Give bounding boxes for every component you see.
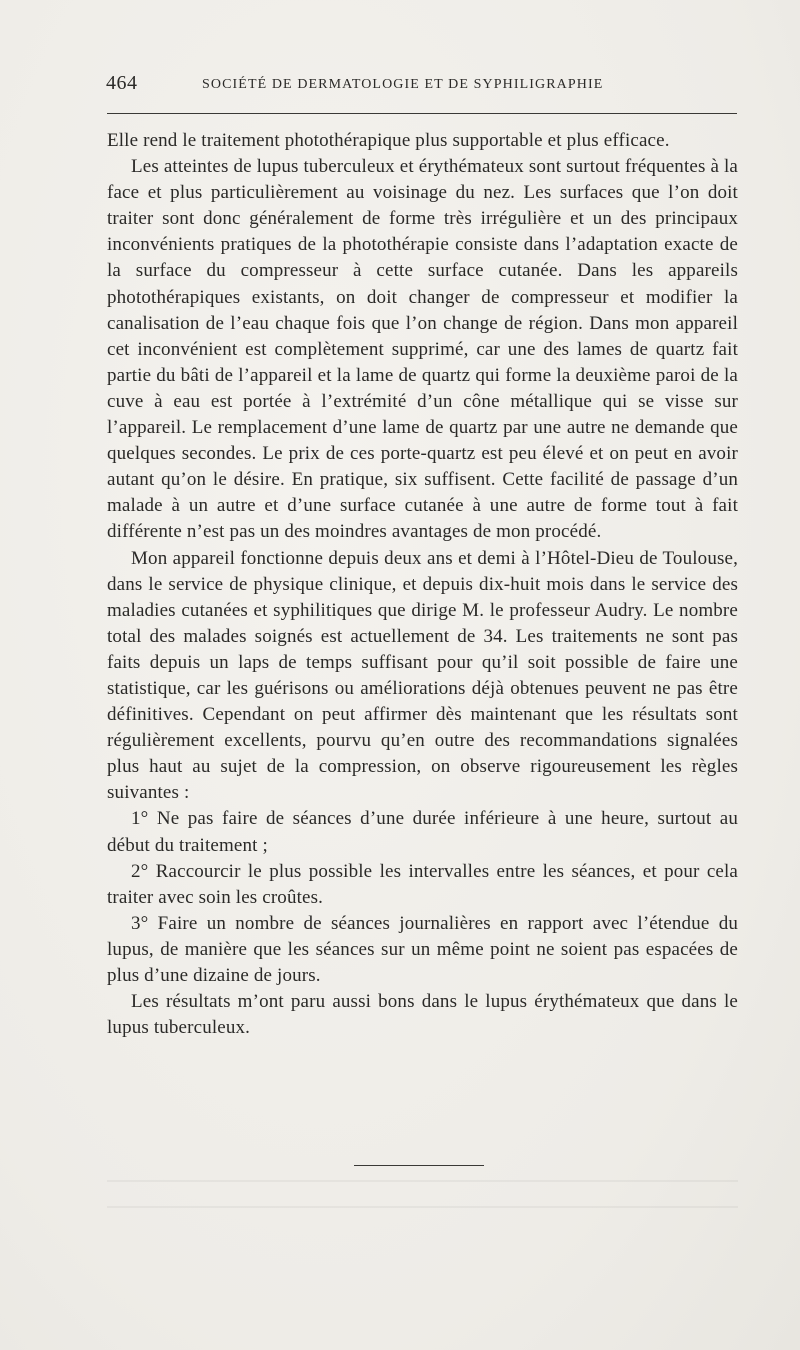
- paragraph: Mon appareil fonctionne depuis deux ans et demi à l’Hôtel-Dieu de Toulouse, dans le service de physique clinique, et depuis dix-huit mois dans le service des maladies cutanées et syphilitiques que dirige M. le professeur Audry. Le nombre total des malades soignés est actuellement de 34. Les traitements ne sont pas faits depuis un laps de temps suffisant pour qu’il soit possible de faire une statistique, car les guérisons ou améliorations déjà obtenues peuvent ne pas être définitives. Cependant on peut affirmer dès maintenant que les résultats sont régulièrement excellents, pourvu qu’en outre des recommandations signalées plus haut au sujet de la compression, on observe rigoureusement les règles suivantes :: [107, 547, 738, 804]
- body-text: [107, 128, 738, 1041]
- page-number: 464: [106, 72, 138, 94]
- list-item: 2° Raccourcir le plus possible les intervalles entre les séances, et pour cela traiter avec soin les croûtes.: [107, 860, 738, 908]
- running-title: SOCIÉTÉ DE DERMATOLOGIE ET DE SYPHILIGRAPHIE: [202, 77, 604, 92]
- show-through-texture: [107, 1180, 738, 1230]
- end-rule: [354, 1165, 484, 1166]
- list-item: 3° Faire un nombre de séances journalières en rapport avec l’étendue du lupus, de manière que les séances sur un même point ne soient pas espacées de plus d’une dizaine de jours.: [107, 912, 738, 986]
- header-rule: [107, 113, 737, 114]
- page-header: [106, 72, 738, 100]
- paragraph: Les atteintes de lupus tuberculeux et érythémateux sont surtout fréquentes à la face et plus particulièrement au voisinage du nez. Les surfaces que l’on doit traiter sont donc généralement de forme très irrégulière et un des principaux inconvénients pratiques de la photothérapie consiste dans l’adaptation exacte de la surface du compresseur à cette surface cutanée. Dans les appareils photothérapiques existants, on doit changer de compresseur et modifier la canalisation de l’eau chaque fois que l’on change de région. Dans mon appareil cet inconvénient est complètement supprimé, car une des lames de quartz fait partie du bâti de l’appareil et la lame de quartz qui forme la deuxième paroi de la cuve à eau est portée à l’extrémité d’un cône métallique qui se visse sur l’appareil. Le remplacement d’une lame de quartz par une autre ne demande que quelques secondes. Le prix de ces porte-quartz est peu élevé et on peut en avoir autant qu’on le désire. En pratique, six suffisent. Cette facilité de passage d’un malade à un autre et d’une surface cutanée à une autre de forme tout à fait différente n’est pas un des moindres avantages de mon procédé.: [107, 156, 738, 543]
- list-item: 1° Ne pas faire de séances d’une durée inférieure à une heure, surtout au début du traitement ;: [107, 808, 738, 856]
- paragraph: Les résultats m’ont paru aussi bons dans le lupus érythémateux que dans le lupus tuberculeux.: [107, 991, 738, 1039]
- paragraph: Elle rend le traitement photothérapique plus supportable et plus efficace.: [107, 130, 670, 151]
